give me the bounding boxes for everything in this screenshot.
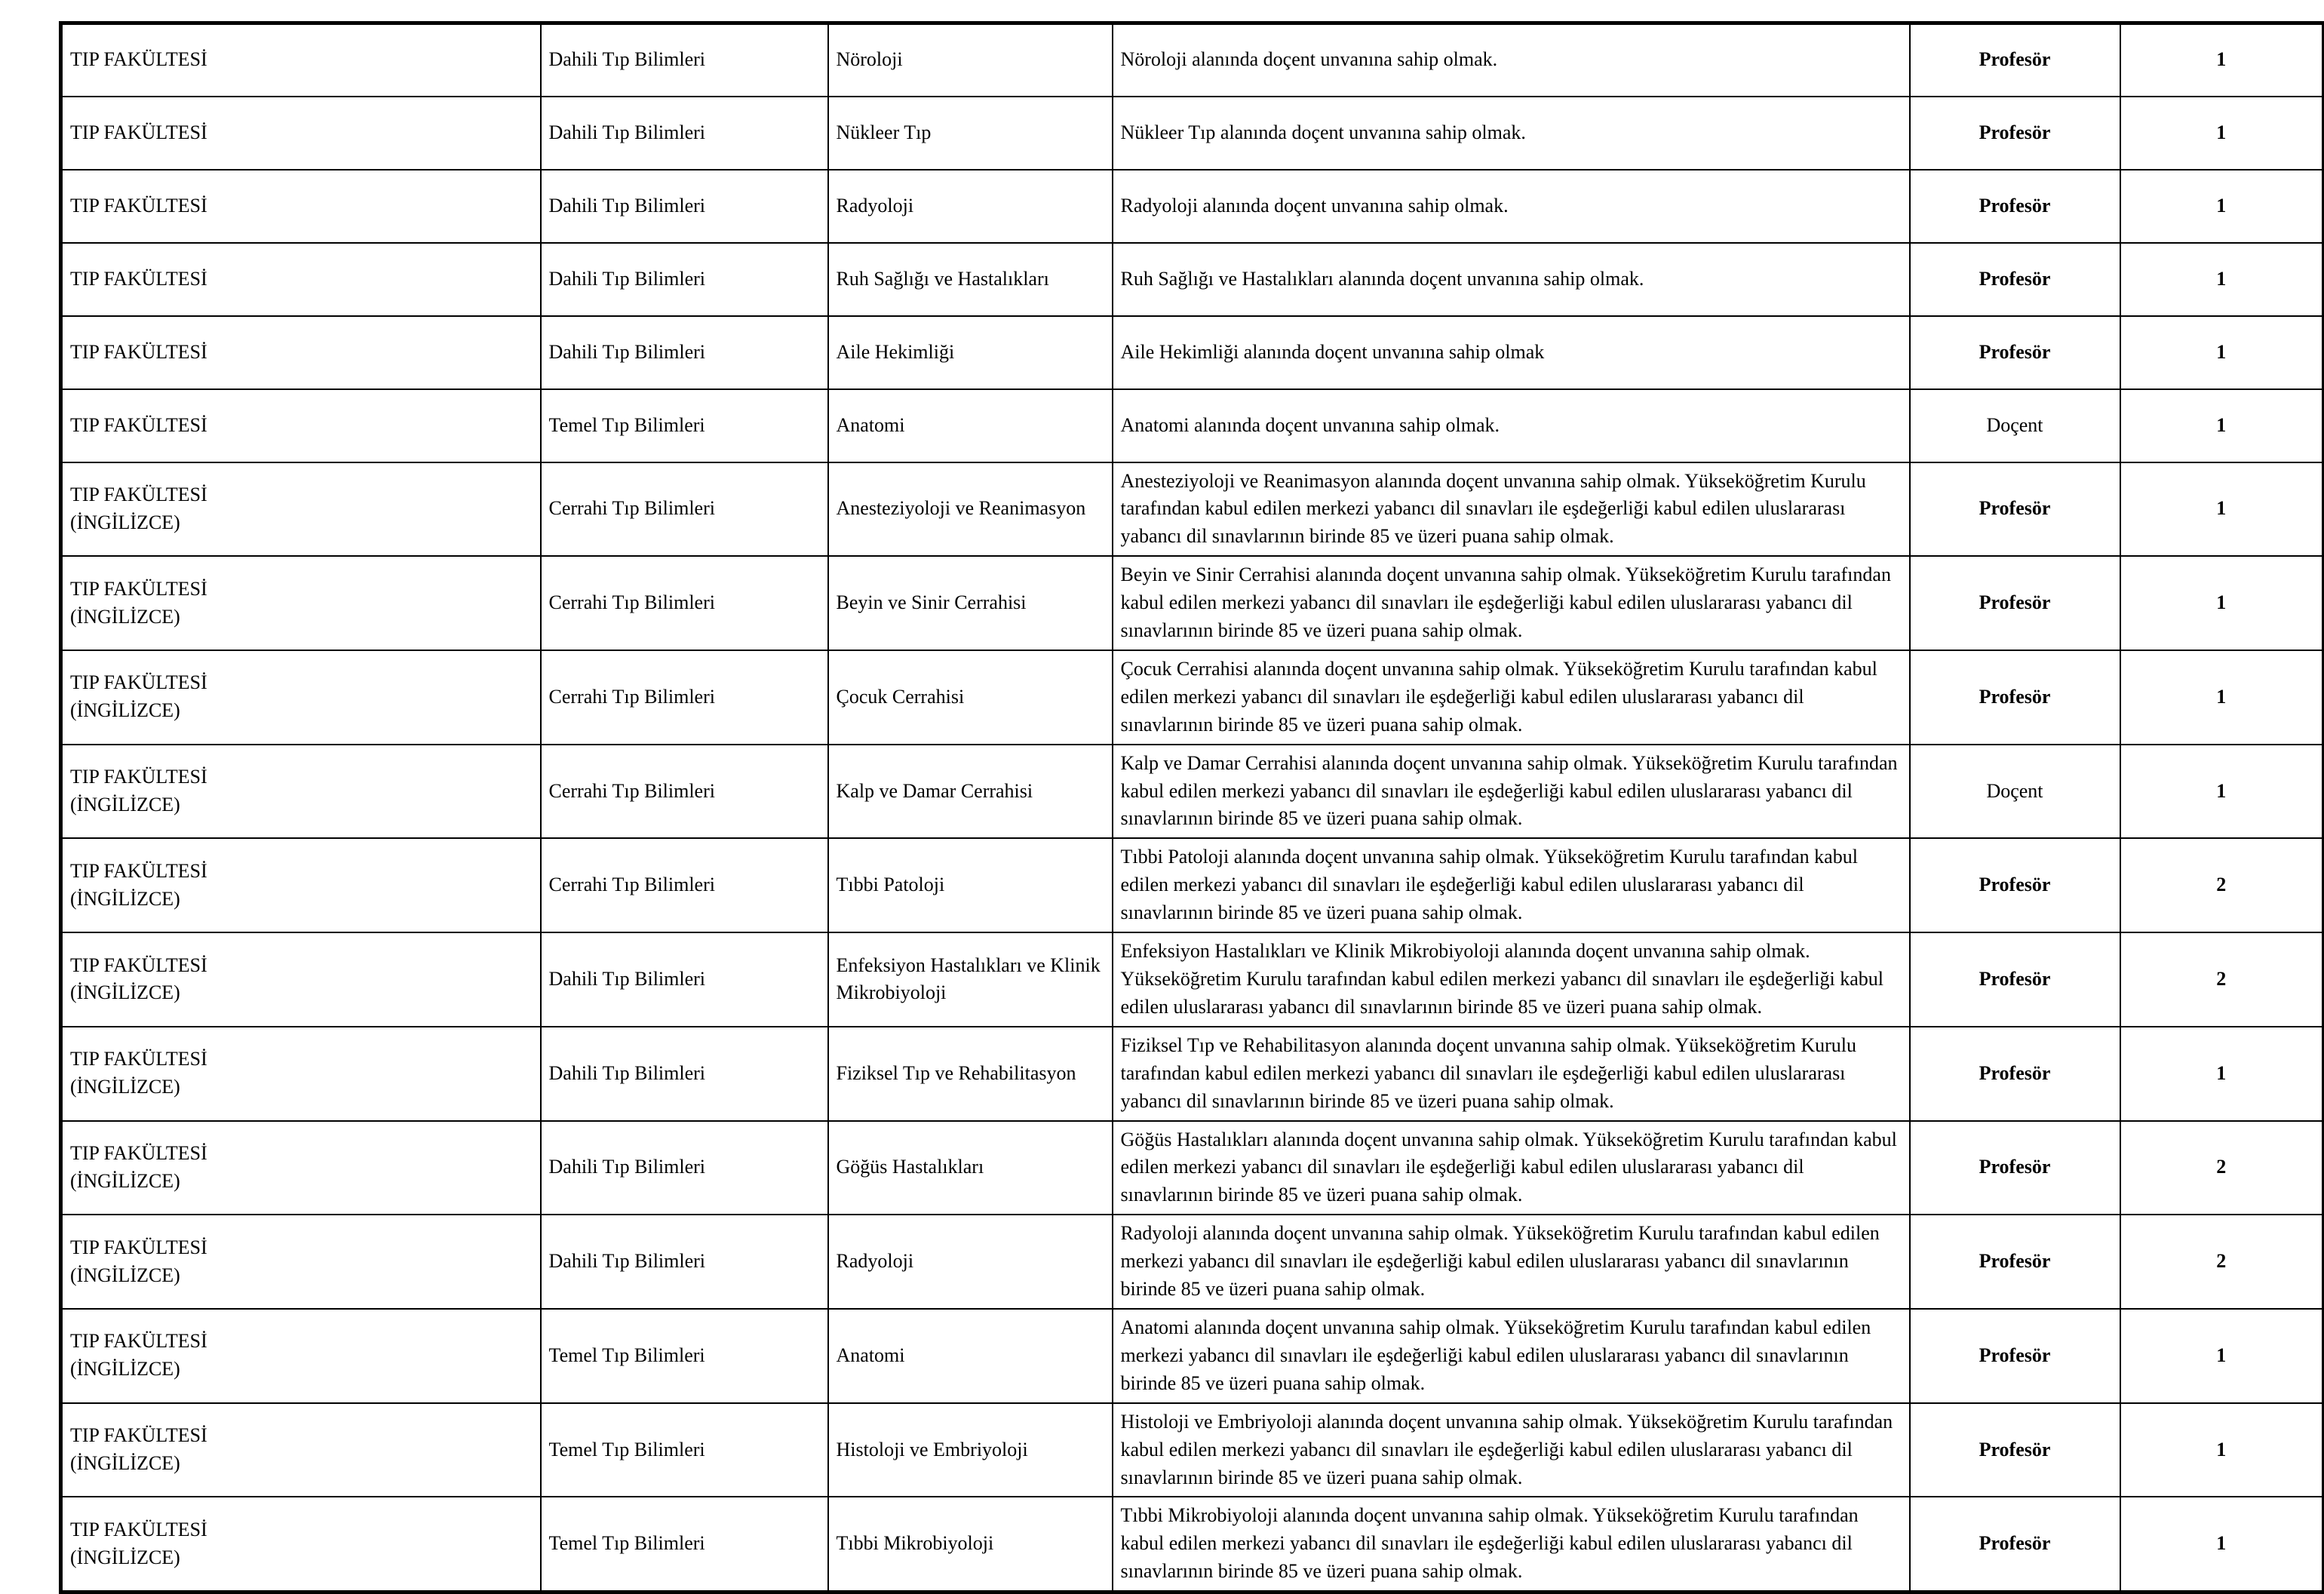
requirement-cell: Histoloji ve Embriyoloji alanında doçent unvanına sahip olmak. Yükseköğretim Kurulu tarafından kabul edilen merkezi yabancı dil sınavları ile eşdeğerliği kabul edilen uluslararası yabancı dil sınavlarının birinde 85 ve üzeri puana sahip olmak. [1113, 1403, 1910, 1497]
faculty-name: TIP FAKÜLTESİ [70, 577, 207, 600]
faculty-language: (İNGİLİZCE) [70, 794, 180, 816]
faculty-name: TIP FAKÜLTESİ [70, 483, 207, 505]
faculty-language: (İNGİLİZCE) [70, 1076, 180, 1098]
position-count-cell: 1 [2120, 23, 2324, 97]
table-row [61, 1027, 2324, 1121]
position-title-cell: Profesör [1910, 650, 2120, 745]
table-row [61, 389, 2324, 462]
position-count-cell: 1 [2120, 650, 2324, 745]
department-field-cell: Radyoloji [828, 170, 1113, 243]
table-row [61, 1497, 2324, 1592]
department-section-cell: Cerrahi Tıp Bilimleri [541, 745, 828, 839]
table-row [61, 23, 2324, 97]
department-section-cell: Dahili Tıp Bilimleri [541, 1215, 828, 1309]
department-field-cell: Aile Hekimliği [828, 316, 1113, 389]
faculty-name: TIP FAKÜLTESİ [70, 1236, 207, 1258]
department-section-cell: Dahili Tıp Bilimleri [541, 1121, 828, 1215]
faculty-language: (İNGİLİZCE) [70, 1452, 180, 1475]
department-section-cell: Cerrahi Tıp Bilimleri [541, 556, 828, 650]
faculty-language: (İNGİLİZCE) [70, 1358, 180, 1381]
position-title-cell: Profesör [1910, 23, 2120, 97]
department-field-cell: Ruh Sağlığı ve Hastalıkları [828, 243, 1113, 316]
faculty-cell [61, 462, 541, 557]
department-field-cell: Nükleer Tıp [828, 97, 1113, 170]
table-row [61, 170, 2324, 243]
faculty-language: (İNGİLİZCE) [70, 1169, 180, 1192]
department-field-cell: Nöroloji [828, 23, 1113, 97]
faculty-name: TIP FAKÜLTESİ [70, 954, 207, 976]
table-row [61, 462, 2324, 557]
requirement-cell: Göğüs Hastalıkları alanında doçent unvanına sahip olmak. Yükseköğretim Kurulu tarafından kabul edilen merkezi yabancı dil sınavları ile eşdeğerliği kabul edilen uluslararası yabancı dil sınavlarının birinde 85 ve üzeri puana sahip olmak. [1113, 1121, 1910, 1215]
requirement-cell: Tıbbi Patoloji alanında doçent unvanına sahip olmak. Yükseköğretim Kurulu tarafından kabul edilen merkezi yabancı dil sınavları ile eşdeğerliği kabul edilen uluslararası yabancı dil sınavlarının birinde 85 ve üzeri puana sahip olmak. [1113, 838, 1910, 932]
faculty-cell [61, 1215, 541, 1309]
position-title-cell: Profesör [1910, 932, 2120, 1027]
requirement-cell: Aile Hekimliği alanında doçent unvanına sahip olmak [1113, 316, 1910, 389]
requirement-cell: Radyoloji alanında doçent unvanına sahip olmak. Yükseköğretim Kurulu tarafından kabul edilen merkezi yabancı dil sınavları ile eşdeğerliği kabul edilen uluslararası yabancı dil sınavlarının birinde 85 ve üzeri puana sahip olmak. [1113, 1215, 1910, 1309]
position-title-cell: Profesör [1910, 1403, 2120, 1497]
position-title-cell: Profesör [1910, 170, 2120, 243]
department-section-cell: Cerrahi Tıp Bilimleri [541, 838, 828, 932]
position-title-cell: Doçent [1910, 389, 2120, 462]
position-title-cell: Profesör [1910, 1309, 2120, 1403]
faculty-cell [61, 97, 541, 170]
position-title-cell: Profesör [1910, 462, 2120, 557]
requirement-cell: Çocuk Cerrahisi alanında doçent unvanına sahip olmak. Yükseköğretim Kurulu tarafından kabul edilen merkezi yabancı dil sınavları ile eşdeğerliği kabul edilen uluslararası yabancı dil sınavlarının birinde 85 ve üzeri puana sahip olmak. [1113, 650, 1910, 745]
department-field-cell: Radyoloji [828, 1215, 1113, 1309]
department-section-cell: Dahili Tıp Bilimleri [541, 1027, 828, 1121]
requirement-cell: Enfeksiyon Hastalıkları ve Klinik Mikrobiyoloji alanında doçent unvanına sahip olmak. Yükseköğretim Kurulu tarafından kabul edilen merkezi yabancı dil sınavları ile eşdeğerliği kabul edilen uluslararası yabancı dil sınavlarının birinde 85 ve üzeri puana sahip olmak. [1113, 932, 1910, 1027]
faculty-cell [61, 932, 541, 1027]
department-field-cell: Anatomi [828, 1309, 1113, 1403]
faculty-name: TIP FAKÜLTESİ [70, 1518, 207, 1540]
faculty-name: TIP FAKÜLTESİ [70, 859, 207, 882]
department-section-cell: Dahili Tıp Bilimleri [541, 243, 828, 316]
department-section-cell: Dahili Tıp Bilimleri [541, 97, 828, 170]
department-section-cell: Cerrahi Tıp Bilimleri [541, 462, 828, 557]
department-section-cell: Dahili Tıp Bilimleri [541, 932, 828, 1027]
faculty-name: TIP FAKÜLTESİ [70, 1048, 207, 1070]
faculty-cell [61, 650, 541, 745]
department-section-cell: Temel Tıp Bilimleri [541, 1403, 828, 1497]
position-title-cell: Profesör [1910, 1215, 2120, 1309]
position-count-cell: 1 [2120, 170, 2324, 243]
faculty-cell [61, 1309, 541, 1403]
position-count-cell: 1 [2120, 556, 2324, 650]
requirement-cell: Fiziksel Tıp ve Rehabilitasyon alanında doçent unvanına sahip olmak. Yükseköğretim Kurulu tarafından kabul edilen merkezi yabancı dil sınavları ile eşdeğerliği kabul edilen uluslararası yabancı dil sınavlarının birinde 85 ve üzeri puana sahip olmak. [1113, 1027, 1910, 1121]
position-title-cell: Profesör [1910, 243, 2120, 316]
faculty-name: TIP FAKÜLTESİ [70, 267, 207, 290]
department-field-cell: Anesteziyoloji ve Reanimasyon [828, 462, 1113, 557]
faculty-cell [61, 23, 541, 97]
requirement-cell: Ruh Sağlığı ve Hastalıkları alanında doçent unvanına sahip olmak. [1113, 243, 1910, 316]
requirement-cell: Anesteziyoloji ve Reanimasyon alanında doçent unvanına sahip olmak. Yükseköğretim Kurulu tarafından kabul edilen merkezi yabancı dil sınavları ile eşdeğerliği kabul edilen uluslararası yabancı dil sınavlarının birinde 85 ve üzeri puana sahip olmak. [1113, 462, 1910, 557]
department-field-cell: Göğüs Hastalıkları [828, 1121, 1113, 1215]
department-field-cell: Beyin ve Sinir Cerrahisi [828, 556, 1113, 650]
position-title-cell: Profesör [1910, 838, 2120, 932]
table-body [61, 23, 2324, 1592]
position-count-cell: 1 [2120, 462, 2324, 557]
faculty-cell [61, 1497, 541, 1592]
department-section-cell: Dahili Tıp Bilimleri [541, 23, 828, 97]
position-title-cell: Profesör [1910, 316, 2120, 389]
table-row [61, 97, 2324, 170]
table-row [61, 650, 2324, 745]
faculty-name: TIP FAKÜLTESİ [70, 194, 207, 217]
faculty-name: TIP FAKÜLTESİ [70, 1141, 207, 1164]
faculty-name: TIP FAKÜLTESİ [70, 413, 207, 436]
position-count-cell: 1 [2120, 1403, 2324, 1497]
position-count-cell: 2 [2120, 838, 2324, 932]
requirement-cell: Anatomi alanında doçent unvanına sahip olmak. Yükseköğretim Kurulu tarafından kabul edilen merkezi yabancı dil sınavları ile eşdeğerliği kabul edilen uluslararası yabancı dil sınavlarının birinde 85 ve üzeri puana sahip olmak. [1113, 1309, 1910, 1403]
faculty-name: TIP FAKÜLTESİ [70, 766, 207, 788]
faculty-cell [61, 556, 541, 650]
faculty-name: TIP FAKÜLTESİ [70, 48, 207, 71]
faculty-cell [61, 1027, 541, 1121]
department-section-cell: Dahili Tıp Bilimleri [541, 170, 828, 243]
faculty-language: (İNGİLİZCE) [70, 511, 180, 533]
department-section-cell: Temel Tıp Bilimleri [541, 1309, 828, 1403]
position-count-cell: 1 [2120, 1309, 2324, 1403]
department-field-cell: Histoloji ve Embriyoloji [828, 1403, 1113, 1497]
table-row [61, 838, 2324, 932]
faculty-language: (İNGİLİZCE) [70, 1546, 180, 1568]
requirement-cell: Tıbbi Mikrobiyoloji alanında doçent unvanına sahip olmak. Yükseköğretim Kurulu tarafından kabul edilen merkezi yabancı dil sınavları ile eşdeğerliği kabul edilen uluslararası yabancı dil sınavlarının birinde 85 ve üzeri puana sahip olmak. [1113, 1497, 1910, 1592]
faculty-name: TIP FAKÜLTESİ [70, 671, 207, 694]
department-section-cell: Cerrahi Tıp Bilimleri [541, 650, 828, 745]
department-field-cell: Fiziksel Tıp ve Rehabilitasyon [828, 1027, 1113, 1121]
faculty-name: TIP FAKÜLTESİ [70, 1424, 207, 1447]
faculty-cell [61, 745, 541, 839]
department-field-cell: Anatomi [828, 389, 1113, 462]
academic-positions-table [59, 21, 2324, 1594]
department-field-cell: Tıbbi Mikrobiyoloji [828, 1497, 1113, 1592]
requirement-cell: Nükleer Tıp alanında doçent unvanına sahip olmak. [1113, 97, 1910, 170]
faculty-cell [61, 316, 541, 389]
faculty-language: (İNGİLİZCE) [70, 1264, 180, 1286]
requirement-cell: Anatomi alanında doçent unvanına sahip olmak. [1113, 389, 1910, 462]
faculty-cell [61, 838, 541, 932]
position-count-cell: 2 [2120, 1121, 2324, 1215]
faculty-language: (İNGİLİZCE) [70, 887, 180, 910]
faculty-name: TIP FAKÜLTESİ [70, 1330, 207, 1353]
position-title-cell: Profesör [1910, 97, 2120, 170]
requirement-cell: Beyin ve Sinir Cerrahisi alanında doçent unvanına sahip olmak. Yükseköğretim Kurulu tarafından kabul edilen merkezi yabancı dil sınavları ile eşdeğerliği kabul edilen uluslararası yabancı dil sınavlarının birinde 85 ve üzeri puana sahip olmak. [1113, 556, 1910, 650]
requirement-cell: Kalp ve Damar Cerrahisi alanında doçent unvanına sahip olmak. Yükseköğretim Kurulu tarafından kabul edilen merkezi yabancı dil sınavları ile eşdeğerliği kabul edilen uluslararası yabancı dil sınavlarının birinde 85 ve üzeri puana sahip olmak. [1113, 745, 1910, 839]
position-count-cell: 2 [2120, 1215, 2324, 1309]
faculty-cell [61, 170, 541, 243]
position-count-cell: 1 [2120, 97, 2324, 170]
position-count-cell: 1 [2120, 316, 2324, 389]
position-count-cell: 1 [2120, 1497, 2324, 1592]
faculty-cell [61, 1121, 541, 1215]
faculty-cell [61, 1403, 541, 1497]
position-count-cell: 1 [2120, 389, 2324, 462]
department-field-cell: Tıbbi Patoloji [828, 838, 1113, 932]
position-title-cell: Profesör [1910, 1121, 2120, 1215]
position-count-cell: 1 [2120, 1027, 2324, 1121]
requirement-cell: Nöroloji alanında doçent unvanına sahip olmak. [1113, 23, 1910, 97]
faculty-name: TIP FAKÜLTESİ [70, 340, 207, 363]
table-row [61, 1121, 2324, 1215]
department-field-cell: Enfeksiyon Hastalıkları ve Klinik Mikrobiyoloji [828, 932, 1113, 1027]
faculty-cell [61, 243, 541, 316]
faculty-language: (İNGİLİZCE) [70, 981, 180, 1004]
faculty-language: (İNGİLİZCE) [70, 605, 180, 628]
position-count-cell: 1 [2120, 243, 2324, 316]
position-title-cell: Profesör [1910, 1027, 2120, 1121]
faculty-name: TIP FAKÜLTESİ [70, 121, 207, 143]
table-row [61, 1215, 2324, 1309]
faculty-language: (İNGİLİZCE) [70, 699, 180, 722]
faculty-cell [61, 389, 541, 462]
department-section-cell: Dahili Tıp Bilimleri [541, 316, 828, 389]
table-row [61, 556, 2324, 650]
position-title-cell: Doçent [1910, 745, 2120, 839]
department-section-cell: Temel Tıp Bilimleri [541, 389, 828, 462]
position-count-cell: 2 [2120, 932, 2324, 1027]
department-field-cell: Kalp ve Damar Cerrahisi [828, 745, 1113, 839]
table-row [61, 1309, 2324, 1403]
position-title-cell: Profesör [1910, 556, 2120, 650]
department-section-cell: Temel Tıp Bilimleri [541, 1497, 828, 1592]
position-count-cell: 1 [2120, 745, 2324, 839]
table-row [61, 1403, 2324, 1497]
table-row [61, 745, 2324, 839]
table-row [61, 243, 2324, 316]
department-field-cell: Çocuk Cerrahisi [828, 650, 1113, 745]
position-title-cell: Profesör [1910, 1497, 2120, 1592]
table-row [61, 316, 2324, 389]
requirement-cell: Radyoloji alanında doçent unvanına sahip olmak. [1113, 170, 1910, 243]
table-row [61, 932, 2324, 1027]
